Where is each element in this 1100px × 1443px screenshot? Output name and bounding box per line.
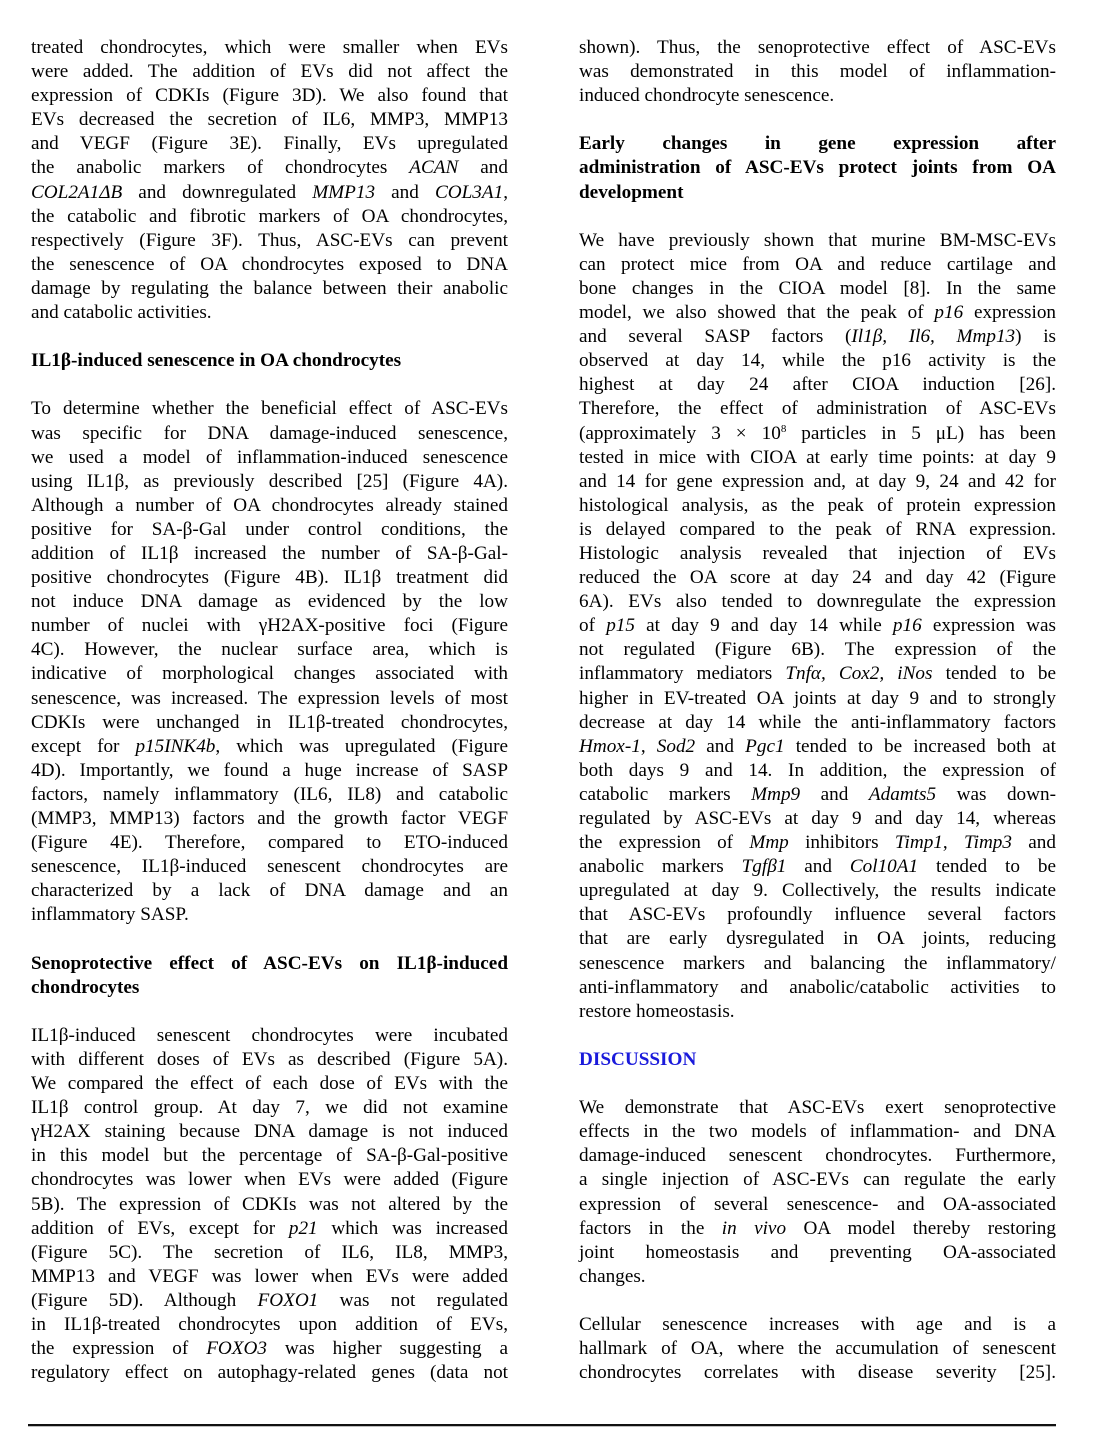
- text-run: ,: [942, 832, 964, 854]
- text-line: [31, 1337, 508, 1361]
- text-run: (approximately 3 × 10: [579, 422, 781, 444]
- text-run: addition of IL1β increased the number of SA-β-Gal-: [31, 542, 508, 564]
- paragraph-gap: [31, 1000, 508, 1024]
- text-line: [31, 446, 508, 470]
- text-line: [579, 1000, 1056, 1024]
- text-run: factors, namely inflammatory (IL6, IL8) and catabolic: [31, 783, 508, 805]
- text-run: and catabolic activities.: [31, 302, 212, 324]
- text-line: [31, 1241, 508, 1265]
- text-run: expression was: [921, 615, 1057, 637]
- text-run: changes.: [579, 1265, 646, 1287]
- text-run: IL1β control group. At day 7, we did not examine: [31, 1097, 508, 1119]
- text-line: [31, 952, 508, 976]
- text-run: bone changes in the CIOA model [8]. In the same: [579, 277, 1056, 299]
- text-run: observed at day 14, while the p16 activity is the: [579, 350, 1056, 372]
- text-line: [31, 1072, 508, 1096]
- text-run: We demonstrate that ASC-EVs exert senoprotective: [579, 1097, 1056, 1119]
- text-run: of: [579, 615, 607, 637]
- text-run: (Figure 4E). Therefore, compared to ETO-induced: [31, 832, 508, 854]
- text-line: [31, 711, 508, 735]
- text-run: ,: [640, 735, 657, 757]
- text-run: and: [1012, 832, 1056, 854]
- italic-term: ACAN: [409, 157, 459, 179]
- text-run: shown). Thus, the senoprotective effect of ASC-EVs: [579, 37, 1056, 58]
- text-run: except for: [31, 735, 136, 757]
- text-run: inhibitors: [788, 832, 895, 854]
- text-run: was down-: [936, 783, 1056, 805]
- text-run: treated chondrocytes, which were smaller when EVs: [31, 37, 508, 58]
- text-run: was specific for DNA damage-induced senescence,: [31, 422, 508, 444]
- text-line: [579, 325, 1056, 349]
- section-heading: [31, 952, 508, 1000]
- text-run: expression of several senescence- and OA-associated: [579, 1193, 1056, 1215]
- text-run: 6A). EVs also tended to downregulate the expression: [579, 591, 1056, 613]
- text-line: [31, 759, 508, 783]
- text-run: damage by regulating the balance between their anabolic: [31, 277, 508, 299]
- text-run: decrease at day 14 while the anti-inflammatory factors: [579, 711, 1056, 733]
- text-run: the expression of: [579, 832, 750, 854]
- text-line: [579, 952, 1056, 976]
- text-run: Histologic analysis revealed that injection of EVs: [579, 542, 1056, 564]
- text-line: [579, 976, 1056, 1000]
- text-run: number of nuclei with γH2AX-positive foci (Figure: [31, 615, 508, 637]
- italic-term: Il1β, Il6, Mmp13: [851, 326, 1016, 348]
- text-line: [579, 1096, 1056, 1120]
- paragraph: [579, 1096, 1056, 1289]
- text-run: regulated by ASC-EVs at day 9 and day 14, whereas: [579, 808, 1056, 829]
- text-run: γH2AX staining because DNA damage is not induced: [31, 1121, 508, 1143]
- text-line: [579, 662, 1056, 686]
- text-run: 4C). However, the nuclear surface area, which is: [31, 639, 508, 661]
- text-run: that ASC-EVs profoundly influence several factors: [579, 904, 1056, 926]
- text-line: [31, 735, 508, 759]
- text-run: inflammatory SASP.: [31, 904, 189, 926]
- text-run: Therefore, the effect of administration of ASC-EVs: [579, 398, 1056, 420]
- text-line: [579, 156, 1056, 180]
- italic-term: in vivo: [721, 1217, 787, 1239]
- text-run: inflammatory mediators: [579, 663, 786, 685]
- italic-term: Timp3: [964, 832, 1012, 854]
- text-run: development: [579, 181, 684, 203]
- text-line: [31, 253, 508, 277]
- text-line: [579, 277, 1056, 301]
- text-line: [579, 60, 1056, 84]
- text-run: not induce DNA damage as evidenced by the low: [31, 591, 508, 613]
- text-run: positive for SA-β-Gal under control conditions, the: [31, 518, 508, 540]
- paragraph-gap: [579, 1289, 1056, 1313]
- text-line: [579, 84, 1056, 108]
- text-run: administration of ASC-EVs protect joints from OA: [579, 157, 1056, 179]
- italic-term: FOXO1: [257, 1289, 319, 1311]
- text-run: anti-inflammatory and anabolic/catabolic activities to: [579, 976, 1056, 998]
- text-run: were added. The addition of EVs did not affect the: [31, 61, 508, 83]
- text-run: ,: [503, 181, 508, 203]
- italic-term: COL3A1: [434, 181, 504, 203]
- superscript: 8: [780, 422, 787, 435]
- text-line: [31, 976, 508, 1000]
- text-run: (Figure 5D). Although: [31, 1289, 258, 1311]
- text-run: We have previously shown that murine BM-MSC-EVs: [579, 229, 1056, 251]
- text-run: the anabolic markers of chondrocytes: [31, 157, 410, 179]
- text-run: regulatory effect on autophagy-related genes (data not: [31, 1362, 508, 1384]
- text-line: [31, 84, 508, 108]
- italic-term: Pgc1: [745, 735, 785, 757]
- text-line: [31, 807, 508, 831]
- text-run: MMP13 and VEGF was lower when EVs were added: [31, 1265, 508, 1287]
- text-line: [579, 422, 1056, 446]
- text-line: [31, 1144, 508, 1168]
- paragraph-gap: [579, 1072, 1056, 1096]
- text-line: [31, 470, 508, 494]
- text-run: effects in the two models of inflammation- and DNA: [579, 1121, 1056, 1143]
- text-run: hallmark of OA, where the accumulation of senescent: [579, 1338, 1056, 1360]
- italic-term: Timp1: [894, 832, 943, 854]
- text-run: was not regulated: [318, 1289, 508, 1311]
- text-line: [579, 1337, 1056, 1361]
- text-line: [31, 397, 508, 421]
- text-run: 4D). Importantly, we found a huge increase of SASP: [31, 759, 508, 781]
- paragraph-gap: [31, 373, 508, 397]
- text-line: [579, 470, 1056, 494]
- text-line: [579, 687, 1056, 711]
- text-line: [579, 253, 1056, 277]
- text-line: [31, 36, 508, 60]
- text-run: chondrocytes: [31, 976, 140, 998]
- text-line: [31, 1168, 508, 1192]
- paragraph-gap: [31, 325, 508, 349]
- text-run: indicative of morphological changes associated with: [31, 663, 508, 685]
- text-line: [31, 1048, 508, 1072]
- paragraph-gap: [579, 1024, 1056, 1048]
- discussion-heading: [579, 1048, 1056, 1072]
- italic-term: Tgfβ1: [741, 856, 787, 878]
- text-run: EVs decreased the secretion of IL6, MMP3, MMP13: [31, 109, 508, 131]
- text-line: [31, 156, 508, 180]
- italic-term: p16: [934, 302, 964, 324]
- section-heading: [31, 349, 508, 373]
- text-run: tended to be increased both at: [784, 735, 1056, 757]
- text-run: damage-induced senescent chondrocytes. Furthermore,: [579, 1145, 1056, 1167]
- text-run: highest at day 24 after CIOA induction [26].: [579, 374, 1056, 396]
- text-line: [31, 879, 508, 903]
- italic-term: FOXO3: [206, 1338, 267, 1360]
- text-line: [579, 229, 1056, 253]
- text-line: [31, 687, 508, 711]
- text-run: characterized by a lack of DNA damage and an: [31, 880, 508, 902]
- text-line: [579, 1361, 1056, 1385]
- text-line: [579, 446, 1056, 470]
- section-heading: [579, 132, 1056, 204]
- text-line: [31, 1096, 508, 1120]
- text-line: [579, 831, 1056, 855]
- text-run: induced chondrocyte senescence.: [579, 85, 835, 107]
- text-run: the senescence of OA chondrocytes exposed to DNA: [31, 253, 508, 275]
- text-run: To determine whether the beneficial effect of ASC-EVs: [31, 398, 508, 420]
- text-run: respectively (Figure 3F). Thus, ASC-EVs can prevent: [31, 229, 508, 251]
- text-line: [31, 1193, 508, 1217]
- text-line: [579, 1217, 1056, 1241]
- text-line: [579, 1265, 1056, 1289]
- text-line: [579, 494, 1056, 518]
- text-line: [31, 1217, 508, 1241]
- text-line: [579, 1313, 1056, 1337]
- text-run: We compared the effect of each dose of EVs with the: [31, 1073, 508, 1095]
- text-line: [31, 181, 508, 205]
- text-line: [31, 422, 508, 446]
- italic-term: Adamts5: [868, 783, 937, 805]
- text-run: tended to be: [932, 663, 1057, 685]
- text-line: [579, 783, 1056, 807]
- text-run: at day 9 and day 14 while: [634, 615, 893, 637]
- text-line: [31, 301, 508, 325]
- text-line: [579, 855, 1056, 879]
- text-line: [31, 566, 508, 590]
- text-line: [31, 1361, 508, 1385]
- text-line: [579, 566, 1056, 590]
- text-run: higher in EV-treated OA joints at day 9 and to strongly: [579, 687, 1056, 709]
- text-run: CDKIs were unchanged in IL1β-treated chondrocytes,: [31, 711, 508, 733]
- text-line: [31, 783, 508, 807]
- text-line: [31, 349, 508, 373]
- text-line: [579, 397, 1056, 421]
- text-line: [579, 638, 1056, 662]
- text-run: was higher suggesting a: [266, 1338, 508, 1360]
- text-line: [579, 181, 1056, 205]
- text-line: [31, 205, 508, 229]
- paragraph-gap: [579, 108, 1056, 132]
- text-run: restore homeostasis.: [579, 1000, 735, 1022]
- text-run: and: [695, 735, 746, 757]
- italic-term: Sod2: [656, 735, 696, 757]
- text-line: [31, 831, 508, 855]
- text-run: and 14 for gene expression and, at day 9, 24 and 42 for: [579, 470, 1056, 492]
- text-run: Senoprotective effect of ASC-EVs on IL1β-induced: [31, 952, 508, 974]
- paragraph: [31, 397, 508, 927]
- paragraph: [31, 36, 508, 325]
- text-run: which was increased: [317, 1217, 509, 1239]
- text-run: ) is: [1015, 326, 1056, 348]
- paragraph: [579, 229, 1056, 1024]
- text-run: and: [458, 157, 508, 179]
- text-run: and several SASP factors (: [579, 326, 852, 348]
- text-run: in IL1β-treated chondrocytes upon addition of EVs,: [31, 1313, 508, 1335]
- text-line: [31, 638, 508, 662]
- text-line: [31, 277, 508, 301]
- paragraph-gap: [579, 205, 1056, 229]
- text-line: [579, 614, 1056, 638]
- text-run: particles in 5 μL) has been: [786, 422, 1056, 444]
- text-run: factors in the: [579, 1217, 722, 1239]
- text-line: [31, 614, 508, 638]
- italic-term: p15INK4b: [135, 735, 216, 757]
- text-line: [579, 349, 1056, 373]
- text-line: [31, 60, 508, 84]
- text-run: (MMP3, MMP13) factors and the growth factor VEGF: [31, 808, 508, 829]
- text-line: [579, 711, 1056, 735]
- text-line: [31, 590, 508, 614]
- text-run: senescence, IL1β-induced senescent chondrocytes are: [31, 856, 508, 878]
- text-run: using IL1β, as previously described [25] (Figure 4A).: [31, 470, 508, 492]
- footer-rule: [28, 1424, 1056, 1426]
- italic-term: Mmp9: [751, 783, 801, 805]
- left-column: [31, 36, 508, 1385]
- text-run: in this model but the percentage of SA-β-Gal-positive: [31, 1145, 508, 1167]
- text-line: [31, 662, 508, 686]
- text-run: and downregulated: [122, 181, 313, 203]
- text-run: senescence, was increased. The expression levels of most: [31, 687, 508, 709]
- text-run: model, we also showed that the peak of: [579, 302, 935, 324]
- italic-term: Tnfα, Cox2, iNos: [785, 663, 933, 685]
- text-line: [579, 807, 1056, 831]
- text-line: [579, 590, 1056, 614]
- text-line: [579, 36, 1056, 60]
- text-line: [579, 879, 1056, 903]
- text-run: IL1β-induced senescent chondrocytes were incubated: [31, 1024, 508, 1046]
- text-run: reduced the OA score at day 24 and day 42 (Figure: [579, 567, 1056, 589]
- text-line: [31, 494, 508, 518]
- text-run: was demonstrated in this model of inflammation-: [579, 61, 1056, 83]
- text-run: chondrocytes correlates with disease severity [25].: [579, 1362, 1056, 1384]
- text-line: [31, 1024, 508, 1048]
- text-run: the catabolic and fibrotic markers of OA chondrocytes,: [31, 205, 508, 227]
- text-run: Although a number of OA chondrocytes already stained: [31, 494, 508, 516]
- text-run: and: [800, 783, 869, 805]
- text-run: positive chondrocytes (Figure 4B). IL1β treatment did: [31, 567, 508, 589]
- text-run: (Figure 5C). The secretion of IL6, IL8, MMP3,: [31, 1241, 508, 1263]
- text-line: [579, 132, 1056, 156]
- italic-term: p21: [288, 1217, 318, 1239]
- text-line: [31, 542, 508, 566]
- text-line: [31, 132, 508, 156]
- text-line: [31, 1289, 508, 1313]
- text-run: histological analysis, as the peak of protein expression: [579, 494, 1056, 516]
- text-run: Cellular senescence increases with age and is a: [579, 1313, 1056, 1335]
- italic-term: MMP13: [312, 181, 376, 203]
- text-line: [31, 855, 508, 879]
- text-run: tested in mice with CIOA at early time points: at day 9: [579, 446, 1056, 468]
- text-run: upregulated at day 9. Collectively, the results indicate: [579, 880, 1056, 902]
- text-line: [579, 759, 1056, 783]
- text-line: [579, 1144, 1056, 1168]
- text-line: [579, 518, 1056, 542]
- text-run: expression of CDKIs (Figure 3D). We also found that: [31, 85, 508, 107]
- text-line: [579, 1120, 1056, 1144]
- text-run: addition of EVs, except for: [31, 1217, 289, 1239]
- text-line: [31, 108, 508, 132]
- text-line: [31, 518, 508, 542]
- italic-term: Col10A1: [849, 856, 919, 878]
- text-run: 5B). The expression of CDKIs was not altered by the: [31, 1193, 508, 1215]
- text-line: [579, 542, 1056, 566]
- italic-term: Hmox-1: [579, 735, 641, 757]
- paragraph: [31, 1024, 508, 1385]
- text-run: and: [786, 856, 850, 878]
- text-run: , which was upregulated (Figure: [215, 735, 508, 757]
- text-run: expression: [963, 302, 1057, 324]
- text-run: can protect mice from OA and reduce cartilage and: [579, 253, 1056, 275]
- text-line: [579, 735, 1056, 759]
- text-line: [579, 1048, 1056, 1072]
- text-line: [31, 229, 508, 253]
- text-run: is delayed compared to the peak of RNA expression.: [579, 518, 1056, 540]
- right-column: [579, 36, 1056, 1385]
- text-run: tended to be: [918, 856, 1056, 878]
- italic-term: Mmp: [749, 832, 789, 854]
- text-line: [579, 1193, 1056, 1217]
- italic-term: COL2A1ΔB: [31, 181, 123, 203]
- text-run: a single injection of ASC-EVs can regulate the early: [579, 1169, 1056, 1191]
- text-run: chondrocytes was lower when EVs were added (Figure: [31, 1169, 508, 1191]
- text-line: [579, 301, 1056, 325]
- text-line: [31, 1120, 508, 1144]
- text-run: both days 9 and 14. In addition, the expression of: [579, 759, 1056, 781]
- text-run: senescence markers and balancing the inflammatory/: [579, 952, 1056, 974]
- text-line: [579, 1168, 1056, 1192]
- text-run: catabolic markers: [579, 783, 752, 805]
- text-line: [31, 1313, 508, 1337]
- text-line: [579, 373, 1056, 397]
- text-run: DISCUSSION: [579, 1048, 697, 1070]
- text-line: [31, 1265, 508, 1289]
- paragraph: [579, 36, 1056, 108]
- text-line: [579, 927, 1056, 951]
- paragraph-gap: [31, 927, 508, 951]
- text-run: with different doses of EVs as described (Figure 5A).: [31, 1048, 508, 1070]
- text-run: anabolic markers: [579, 856, 742, 878]
- text-line: [579, 1241, 1056, 1265]
- text-line: [579, 903, 1056, 927]
- text-line: [31, 903, 508, 927]
- text-run: and VEGF (Figure 3E). Finally, EVs upregulated: [31, 133, 508, 155]
- italic-term: p16: [892, 615, 922, 637]
- text-run: we used a model of inflammation-induced senescence: [31, 446, 508, 468]
- paragraph: [579, 1313, 1056, 1385]
- text-run: the expression of: [31, 1338, 207, 1360]
- text-run: joint homeostasis and preventing OA-associated: [579, 1241, 1056, 1263]
- text-run: not regulated (Figure 6B). The expression of the: [579, 639, 1056, 661]
- text-run: and: [375, 181, 435, 203]
- text-run: IL1β-induced senescence in OA chondrocytes: [31, 350, 402, 372]
- text-run: that are early dysregulated in OA joints, reducing: [579, 928, 1056, 950]
- italic-term: p15: [606, 615, 635, 637]
- text-run: OA model thereby restoring: [786, 1217, 1056, 1239]
- text-run: Early changes in gene expression after: [579, 133, 1056, 155]
